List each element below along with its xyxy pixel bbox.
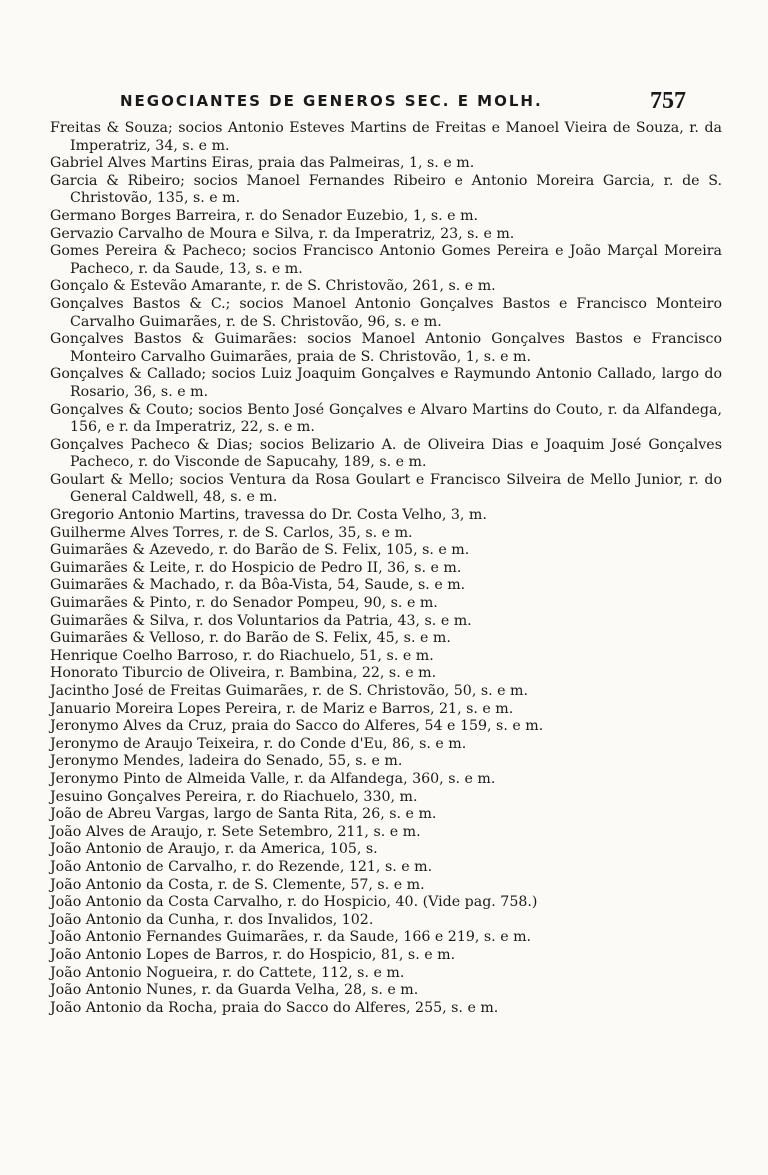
list-item: Gonçalves Bastos & Guimarães: socios Manoel Antonio Gonçalves Bastos e Francisco Monteiro Carvalho Guimarães, praia de S. Christovão, 1, s. e m. [50,331,722,365]
list-item: Januario Moreira Lopes Pereira, r. de Mariz e Barros, 21, s. e m. [50,700,514,717]
list-item: João Antonio da Costa Carvalho, r. do Hospicio, 40. (Vide pag. 758.) [50,894,538,911]
list-item: Jacintho José de Freitas Guimarães, r. de S. Christovão, 50, s. e m. [50,683,529,699]
list-item: Germano Borges Barreira, r. do Senador Euzebio, 1, s. e m. [50,207,479,224]
page-header [0,88,768,118]
list-item: João Alves de Araujo, r. Sete Setembro, 211, s. e m. [50,823,421,840]
list-item: João Antonio de Araujo, r. da America, 105, s. [50,841,378,858]
list-item: Guimarães & Azevedo, r. do Barão de S. Felix, 105, s. e m. [50,542,470,559]
list-item: Gonçalves Pacheco & Dias; socios Belizario A. de Oliveira Dias e Joaquim José Gonçalves Pacheco, r. do Visconde de Sapucahy, 189, s. e m. [50,436,722,471]
list-item: Freitas & Souza; socios Antonio Esteves Martins de Freitas e Manoel Vieira de Souza, r. da Imperatriz, 34, s. e m. [50,120,722,154]
list-item: João Antonio da Costa, r. de S. Clemente, 57, s. e m. [50,876,425,893]
running-title: NEGOCIANTES DE GENEROS SEC. E MOLH. [120,92,543,110]
list-item: Goulart & Mello; socios Ventura da Rosa Goulart e Francisco Silveira de Mello Junior, r. do General Caldwell, 48, s. e m. [50,471,722,506]
list-item: Guimarães & Leite, r. do Hospicio de Pedro II, 36, s. e m. [50,559,462,576]
list-item: Gonçalves & Couto; socios Bento José Gonçalves e Alvaro Martins do Couto, r. da Alfandega, 156, e r. da Imperatriz, 22, s. e m. [50,401,722,436]
list-item: Guimarães & Velloso, r. do Barão de S. Felix, 45, s. e m. [50,630,451,647]
list-item: Gregorio Antonio Martins, travessa do Dr. Costa Velho, 3, m. [50,507,487,524]
list-item: Guimarães & Machado, r. da Bôa-Vista, 54, Saude, s. e m. [50,577,466,594]
list-item: João Antonio Lopes de Barros, r. do Hospicio, 81, s. e m. [50,946,456,963]
list-item: Gonçalo & Estevão Amarante, r. de S. Christovão, 261, s. e m. [50,278,496,295]
list-item: Gabriel Alves Martins Eiras, praia das Palmeiras, 1, s. e m. [50,155,475,172]
list-item: Jeronymo Pinto de Almeida Valle, r. da Alfandega, 360, s. e m. [50,770,496,787]
list-item: João Antonio Nunes, r. da Guarda Velha, 28, s. e m. [50,982,419,999]
list-item: Honorato Tiburcio de Oliveira, r. Bambina, 22, s. e m. [50,665,437,682]
list-item: Jesuino Gonçalves Pereira, r. do Riachuelo, 330, m. [50,788,418,805]
list-item: Jeronymo Mendes, ladeira do Senado, 55, s. e m. [50,753,403,770]
list-item: Gomes Pereira & Pacheco; socios Francisco Antonio Gomes Pereira e João Marçal Moreira Pacheco, r. da Saude, 13, s. e m. [50,243,722,277]
list-item: João de Abreu Vargas, largo de Santa Rita, 26, s. e m. [50,806,437,823]
list-item: Henrique Coelho Barroso, r. do Riachuelo, 51, s. e m. [50,647,434,664]
list-item: João Antonio de Carvalho, r. do Rezende, 121, s. e m. [50,858,433,875]
list-item: Jeronymo Alves da Cruz, praia do Sacco do Alferes, 54 e 159, s. e m. [50,718,544,735]
page-number: 757 [650,88,686,114]
list-item: João Antonio da Rocha, praia do Sacco do Alferes, 255, s. e m. [50,999,499,1016]
list-item: Garcia & Ribeiro; socios Manoel Fernandes Ribeiro e Antonio Moreira Garcia, r. de S. Christovão, 135, s. e m. [50,172,722,207]
list-item: Gonçalves & Callado; socios Luiz Joaquim Gonçalves e Raymundo Antonio Callado, largo do Rosario, 36, s. e m. [50,366,722,400]
list-item: Jeronymo de Araujo Teixeira, r. do Conde d'Eu, 86, s. e m. [50,735,467,752]
list-item: Gervazio Carvalho de Moura e Silva, r. da Imperatriz, 23, s. e m. [50,225,515,242]
list-item: Guilherme Alves Torres, r. de S. Carlos, 35, s. e m. [50,524,413,541]
list-item: Gonçalves Bastos & C.; socios Manoel Antonio Gonçalves Bastos e Francisco Monteiro Carvalho Guimarães, r. de S. Christovão, 96, s. e m. [50,295,722,330]
list-item: João Antonio Nogueira, r. do Cattete, 112, s. e m. [50,964,405,981]
list-item: João Antonio Fernandes Guimarães, r. da Saude, 166 e 219, s. e m. [50,929,532,946]
merchant-list [50,120,722,1017]
list-item: João Antonio da Cunha, r. dos Invalidos, 102. [50,911,374,928]
list-item: Guimarães & Pinto, r. do Senador Pompeu, 90, s. e m. [50,595,438,612]
list-item: Guimarães & Silva, r. dos Voluntarios da Patria, 43, s. e m. [50,612,472,629]
